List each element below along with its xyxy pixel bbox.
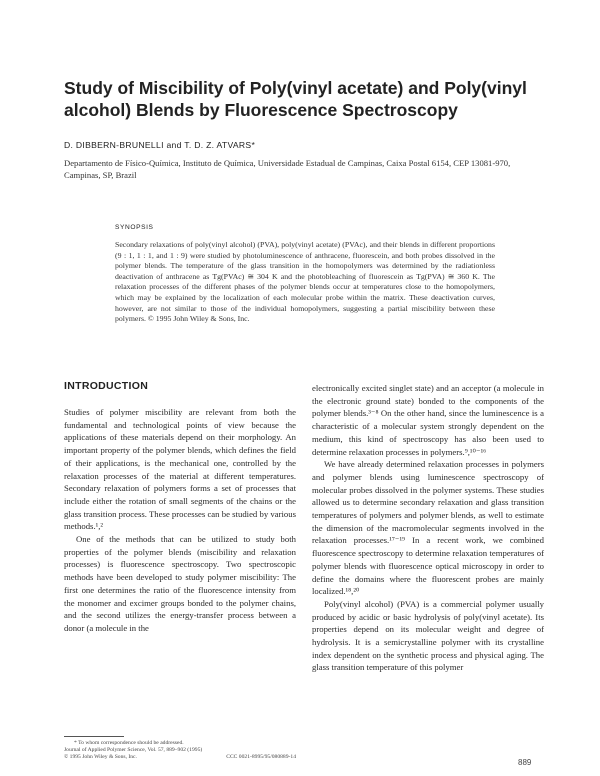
article-title: Study of Miscibility of Poly(vinyl acetate) and Poly(vinyl alcohol) Blends by Fluorescence Spectroscopy — [64, 78, 527, 120]
page-number: 889 — [518, 758, 532, 767]
introduction-heading: INTRODUCTION — [64, 380, 149, 392]
right-column — [312, 382, 544, 674]
copyright-row — [64, 754, 296, 761]
journal-citation: Journal of Applied Polymer Science, Vol. 57, 889–902 (1995) — [64, 747, 203, 754]
author-line: D. DIBBERN-BRUNELLI and T. D. Z. ATVARS* — [64, 140, 256, 150]
paragraph: electronically excited singlet state) and an acceptor (a molecule in the electronic ground state) bonded to the components of the polymer blends.³⁻⁸ On the other hand, since the luminescence is a characteristic of a molecular system strongly dependent on the medium, this kind of spectroscopy has also been used to determine relaxation processes in polymers.⁹,¹⁰⁻¹⁶ — [312, 383, 544, 457]
paragraph: Poly(vinyl alcohol) (PVA) is a commercial polymer usually produced by acidic or basic hydrolysis of poly(vinyl acetate). Its properties depend on its molecular weight and degree of hydrolysis. It is a semicrystalline polymer with its crystalline index dependent on the synthetic process and physical aging. The glass transition temperature of this polymer — [312, 598, 544, 673]
affiliation: Departamento de Físico-Química, Instituto de Química, Universidade Estadual de Campinas, Caixa Postal 6154, CEP 13081-970, Campinas, SP, Brazil — [64, 158, 511, 180]
footnote-divider — [64, 736, 124, 737]
left-column — [64, 406, 296, 635]
synopsis-heading: SYNOPSIS — [115, 224, 154, 231]
synopsis-text: Secondary relaxations of poly(vinyl alcohol) (PVA), poly(vinyl acetate) (PVAc), and their blends in different proportions (9 : 1, 1 : 1, and 1 : 9) were studied by photoluminescence of anthracene, fluorescein, and both probes dissolved in the polymer blends. The temperature of the glass transition in the homopolymers was determined by the radiationless deactivation of anthracene as Tg(PVAc) ≅ 304 K and the photobleaching of fluorescein as Tg(PVA) ≅ 360 K. The relaxation processes of the different phases of the polymer blends occur at temperatures close to the homopolymers, which may be explained by the localization of each molecular probe within the matrix. These deactivation curves, however, are not similar to those of the individual homopolymers, suggesting a partial miscibility between these polymers. © 1995 John Wiley & Sons, Inc. — [115, 240, 495, 324]
correspondence-note: * To whom correspondence should be addressed. — [74, 740, 184, 746]
ccc-code: CCC 0021-8995/95/080889-14 — [226, 754, 296, 761]
paragraph: One of the methods that can be utilized to study both properties of the polymer blends (miscibility and relaxation processes) is fluorescence spectroscopy. Two spectroscopic methods have been developed to study polymer miscibility: The first one determines the ratio of the fluorescence intensity from the monomer and excimer groups bonded to the polymer chains, and the second utilizes the energy-transfer process between a donor (a molecule in the — [64, 534, 296, 633]
copyright-text: © 1995 John Wiley & Sons, Inc. — [64, 754, 137, 761]
footnote — [64, 740, 296, 762]
paragraph: We have already determined relaxation processes in polymers and polymer blends using luminescence spectroscopy of molecular probes dissolved in the polymer systems. These studies allowed us to determine secondary relaxation and glass transition temperatures of polymers and polymer blends, as well to estimate the dimension of the macromolecular segments involved in the relaxation processes.¹⁷⁻¹⁹ In a recent work, we combined fluorescence spectroscopy to determine relaxation temperatures of polymer blends with fluorescence optical microscopy in order to define the domains where the fluorescent probes are mainly localized.¹⁸,²⁰ — [312, 459, 544, 597]
paragraph: Studies of polymer miscibility are relevant from both the fundamental and technological points of view because the applications of these materials depend on their morphology. An important property of the polymer blends, which defines the field of their applications, is the mechanical one, controlled by the relaxation processes of the material at different temperatures. Secondary relaxation of polymers forms a set of processes that include either the rotation of small segments of the chains or the glass transition process. These processes can be studied by various methods.¹,² — [64, 407, 296, 532]
